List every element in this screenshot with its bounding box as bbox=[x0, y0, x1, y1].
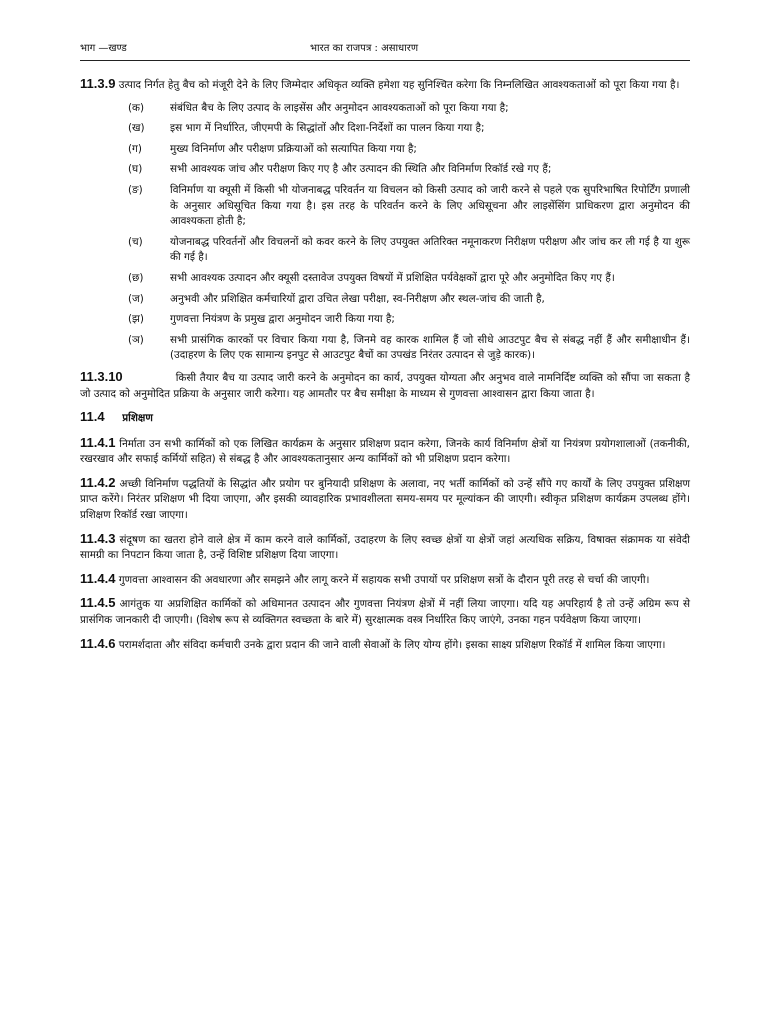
paragraph-text: किसी तैयार बैच या उत्पाद जारी करने के अनुमोदन का कार्य, उपयुक्त योग्यता और अनुभव वाले नामनिर्दिष्ट व्यक्ति को सौंपा जा सकता है जो उत्पाद को अनुमोदित प्रक्रिया के अनुसार जारी करेगा। यह आमतौर पर बैच समीक्षा के माध्यम से गुणवत्ता आश्वासन द्वारा किया जाता है। bbox=[80, 371, 690, 400]
list-marker: (ख) bbox=[128, 122, 145, 135]
document-body bbox=[80, 76, 690, 660]
paragraph-11-4-1 bbox=[80, 435, 690, 468]
list-item-text: सभी आवश्यक जांच और परीक्षण किए गए है और उत्पादन की स्थिति और विनिर्माण रिकॉर्ड रखे गए हैं; bbox=[170, 163, 552, 176]
paragraph-text: अच्छी विनिर्माण पद्धतियों के सिद्धांत और प्रयोग पर बुनियादी प्रशिक्षण के अलावा, नए भर्ती कार्मिकों को उन्हें सौंपे गए कार्यों के लिए उपयुक्त प्रशिक्षण प्राप्त करेंगे। निरंतर प्रशिक्षण भी दिया जाएगा, और इसकी व्यावहारिक प्रभावशीलता समय-समय पर मूल्यांकन की जाएगी। स्वीकृत प्रशिक्षण कार्यक्रम उपलब्ध होंगे। प्रशिक्षण रिकॉर्ड रखा जाएगा। bbox=[80, 477, 690, 522]
list-item bbox=[80, 292, 690, 308]
paragraph-11-4-2 bbox=[80, 475, 690, 524]
paragraph-11-4-3 bbox=[80, 531, 690, 564]
list-item-text: गुणवत्ता नियंत्रण के प्रमुख द्वारा अनुमोदन जारी किया गया है; bbox=[170, 313, 395, 326]
list-marker: (छ) bbox=[128, 271, 144, 284]
paragraph-number: 11.4.6 bbox=[80, 635, 116, 651]
list-item bbox=[80, 121, 690, 137]
paragraph-number: 11.4.4 bbox=[80, 570, 116, 586]
list-item-text: अनुभवी और प्रशिक्षित कर्मचारियों द्वारा उचित लेखा परीक्षा, स्व-निरीक्षण और स्थल-जांच की जाती है, bbox=[170, 292, 545, 305]
page-header bbox=[80, 40, 690, 61]
paragraph-11-3-10 bbox=[80, 369, 690, 402]
list-item-text: सभी आवश्यक उत्पादन और क्यूसी दस्तावेज उपयुक्त विषयों में प्रशिक्षित पर्यवेक्षकों द्वारा पूरे और अनुमोदित किए गए हैं। bbox=[170, 271, 615, 284]
section-heading bbox=[80, 409, 690, 427]
header-part-section: भाग —खण्ड bbox=[80, 43, 127, 54]
paragraph-text: गुणवत्ता आश्वासन की अवधारणा और समझने और लागू करने में सहायक सभी उपायों पर प्रशिक्षण सत्रों के दौरान पूरी तरह से चर्चा की जाएगी। bbox=[118, 573, 650, 586]
list-item bbox=[80, 312, 690, 328]
list-item bbox=[80, 235, 690, 266]
paragraph-text: परामर्शदाता और संविदा कर्मचारी उनके द्वारा प्रदान की जाने वाली सेवाओं के लिए योग्य होंगे। इसका साक्ष्य प्रशिक्षण रिकॉर्ड में शामिल किया जाएगा। bbox=[118, 638, 666, 651]
paragraph-11-4-4 bbox=[80, 571, 690, 589]
list-item bbox=[80, 162, 690, 178]
list-item bbox=[80, 333, 690, 364]
list-item bbox=[80, 271, 690, 287]
list-item bbox=[80, 183, 690, 230]
paragraph-number: 11.4.1 bbox=[80, 434, 116, 450]
list-item-text: संबंधित बैच के लिए उत्पाद के लाइसेंस और अनुमोदन आवश्यकताओं को पूरा किया गया है; bbox=[170, 101, 509, 114]
list-marker: (च) bbox=[128, 235, 143, 248]
list-item-text: इस भाग में निर्धारित, जीएमपी के सिद्धांतों और दिशा-निर्देशों का पालन किया गया है; bbox=[170, 122, 485, 135]
list-item-text: योजनाबद्ध परिवर्तनों और विचलनों को कवर करने के लिए उपयुक्त अतिरिक्त नमूनाकरण निरीक्षण परीक्षण और जांच कर ली गई है या शुरू की गई है। bbox=[170, 235, 690, 264]
paragraph-number: 11.3.9 bbox=[80, 76, 116, 91]
list-item bbox=[80, 142, 690, 158]
paragraph-text: आगंतुक या अप्रशिक्षित कार्मिकों को अधिमानत उत्पादन और गुणवत्ता नियंत्रण क्षेत्रों में नहीं लिया जाएगा। यदि यह अपरिहार्य है तो उन्हें अग्रिम रूप से प्रासंगिक जानकारी दी जाएगी। (विशेष रूप से व्यक्तिगत स्वच्छता के बारे में) सुरक्षात्मक वस्त्र निर्धारित किए जाएंगे, उनका गहन पर्यवेक्षण किया जाएगा। bbox=[80, 598, 690, 627]
list-marker: (घ) bbox=[128, 163, 143, 176]
paragraph-number: 11.4.2 bbox=[80, 474, 116, 490]
list-marker: (झ) bbox=[128, 313, 144, 326]
paragraph-text: संदूषण का खतरा होने वाले क्षेत्र में काम करने वाले कार्मिकों, उदाहरण के लिए स्वच्छ क्षेत्रों या क्षेत्रों जहां अत्यधिक सक्रिय, विषाक्त संक्रामक या संवेदी सामग्री का निपटान किया जाता है, उन्हें विशिष्ट प्रशिक्षण दिया जाएगा। bbox=[80, 533, 690, 562]
section-number: 11.4 bbox=[80, 409, 105, 425]
requirements-list bbox=[80, 101, 690, 364]
section-title: प्रशिक्षण bbox=[122, 412, 153, 425]
list-item bbox=[80, 101, 690, 117]
list-marker: (ज) bbox=[128, 292, 144, 305]
paragraph-11-4-5 bbox=[80, 595, 690, 628]
list-marker: (ञ) bbox=[128, 333, 144, 346]
list-item-text: विनिर्माण या क्यूसी में किसी भी योजनाबद्ध परिवर्तन या विचलन को किसी उत्पाद को जारी करने से पहले एक सुपरिभाषित रिपोर्टिंग प्रणाली के अनुसार अधिसूचित किया गया है। इस तरह के परिवर्तन करने के लिए अधिसूचना और लाइसेंसिंग प्राधिकरण द्वारा अनुमोदन की आवश्यकता होती है; bbox=[170, 183, 690, 228]
list-marker: (ङ) bbox=[128, 183, 143, 196]
list-item-text: सभी प्रासंगिक कारकों पर विचार किया गया है, जिनमे वह कारक शामिल हैं जो सीधे आउटपुट बैच से संबद्ध नहीं हैं और समीक्षाधीन हैं। (उदाहरण के लिए एक सामान्य इनपुट से आउटपुट बैचों का उपखंड निरंतर उत्पादन से जुड़े कारक)। bbox=[170, 333, 690, 362]
list-marker: (क) bbox=[128, 101, 145, 114]
list-marker: (ग) bbox=[128, 142, 142, 155]
header-gazette-title: भारत का राजपत्र : असाधारण bbox=[310, 43, 419, 54]
paragraph-number: 11.4.5 bbox=[80, 595, 116, 611]
list-item-text: मुख्य विनिर्माण और परीक्षण प्रक्रियाओं को सत्यापित किया गया है; bbox=[170, 142, 417, 155]
paragraph-11-3-9 bbox=[80, 76, 690, 94]
paragraph-number: 11.3.10 bbox=[80, 368, 123, 384]
paragraph-text: निर्माता उन सभी कार्मिकों को एक लिखित कार्यक्रम के अनुसार प्रशिक्षण प्रदान करेगा, जिनके कार्य विनिर्माण क्षेत्रों या नियंत्रण प्रयोगशालाओं (तकनीकी, रखरखाव और सफाई कर्मियों सहित) से संबद्ध है और आवश्यकतानुसार अन्य कार्मिकों को भी प्रशिक्षण प्रदान करेगा। bbox=[80, 437, 690, 466]
paragraph-number: 11.4.3 bbox=[80, 530, 116, 546]
paragraph-text: उत्पाद निर्गत हेतु बैच को मंजूरी देने के लिए जिम्मेदार अधिकृत व्यक्ति हमेशा यह सुनिश्चित करेगा कि निम्नलिखित आवश्यकताओं को पूरा किया गया है। bbox=[118, 79, 680, 91]
paragraph-11-4-6 bbox=[80, 636, 690, 654]
